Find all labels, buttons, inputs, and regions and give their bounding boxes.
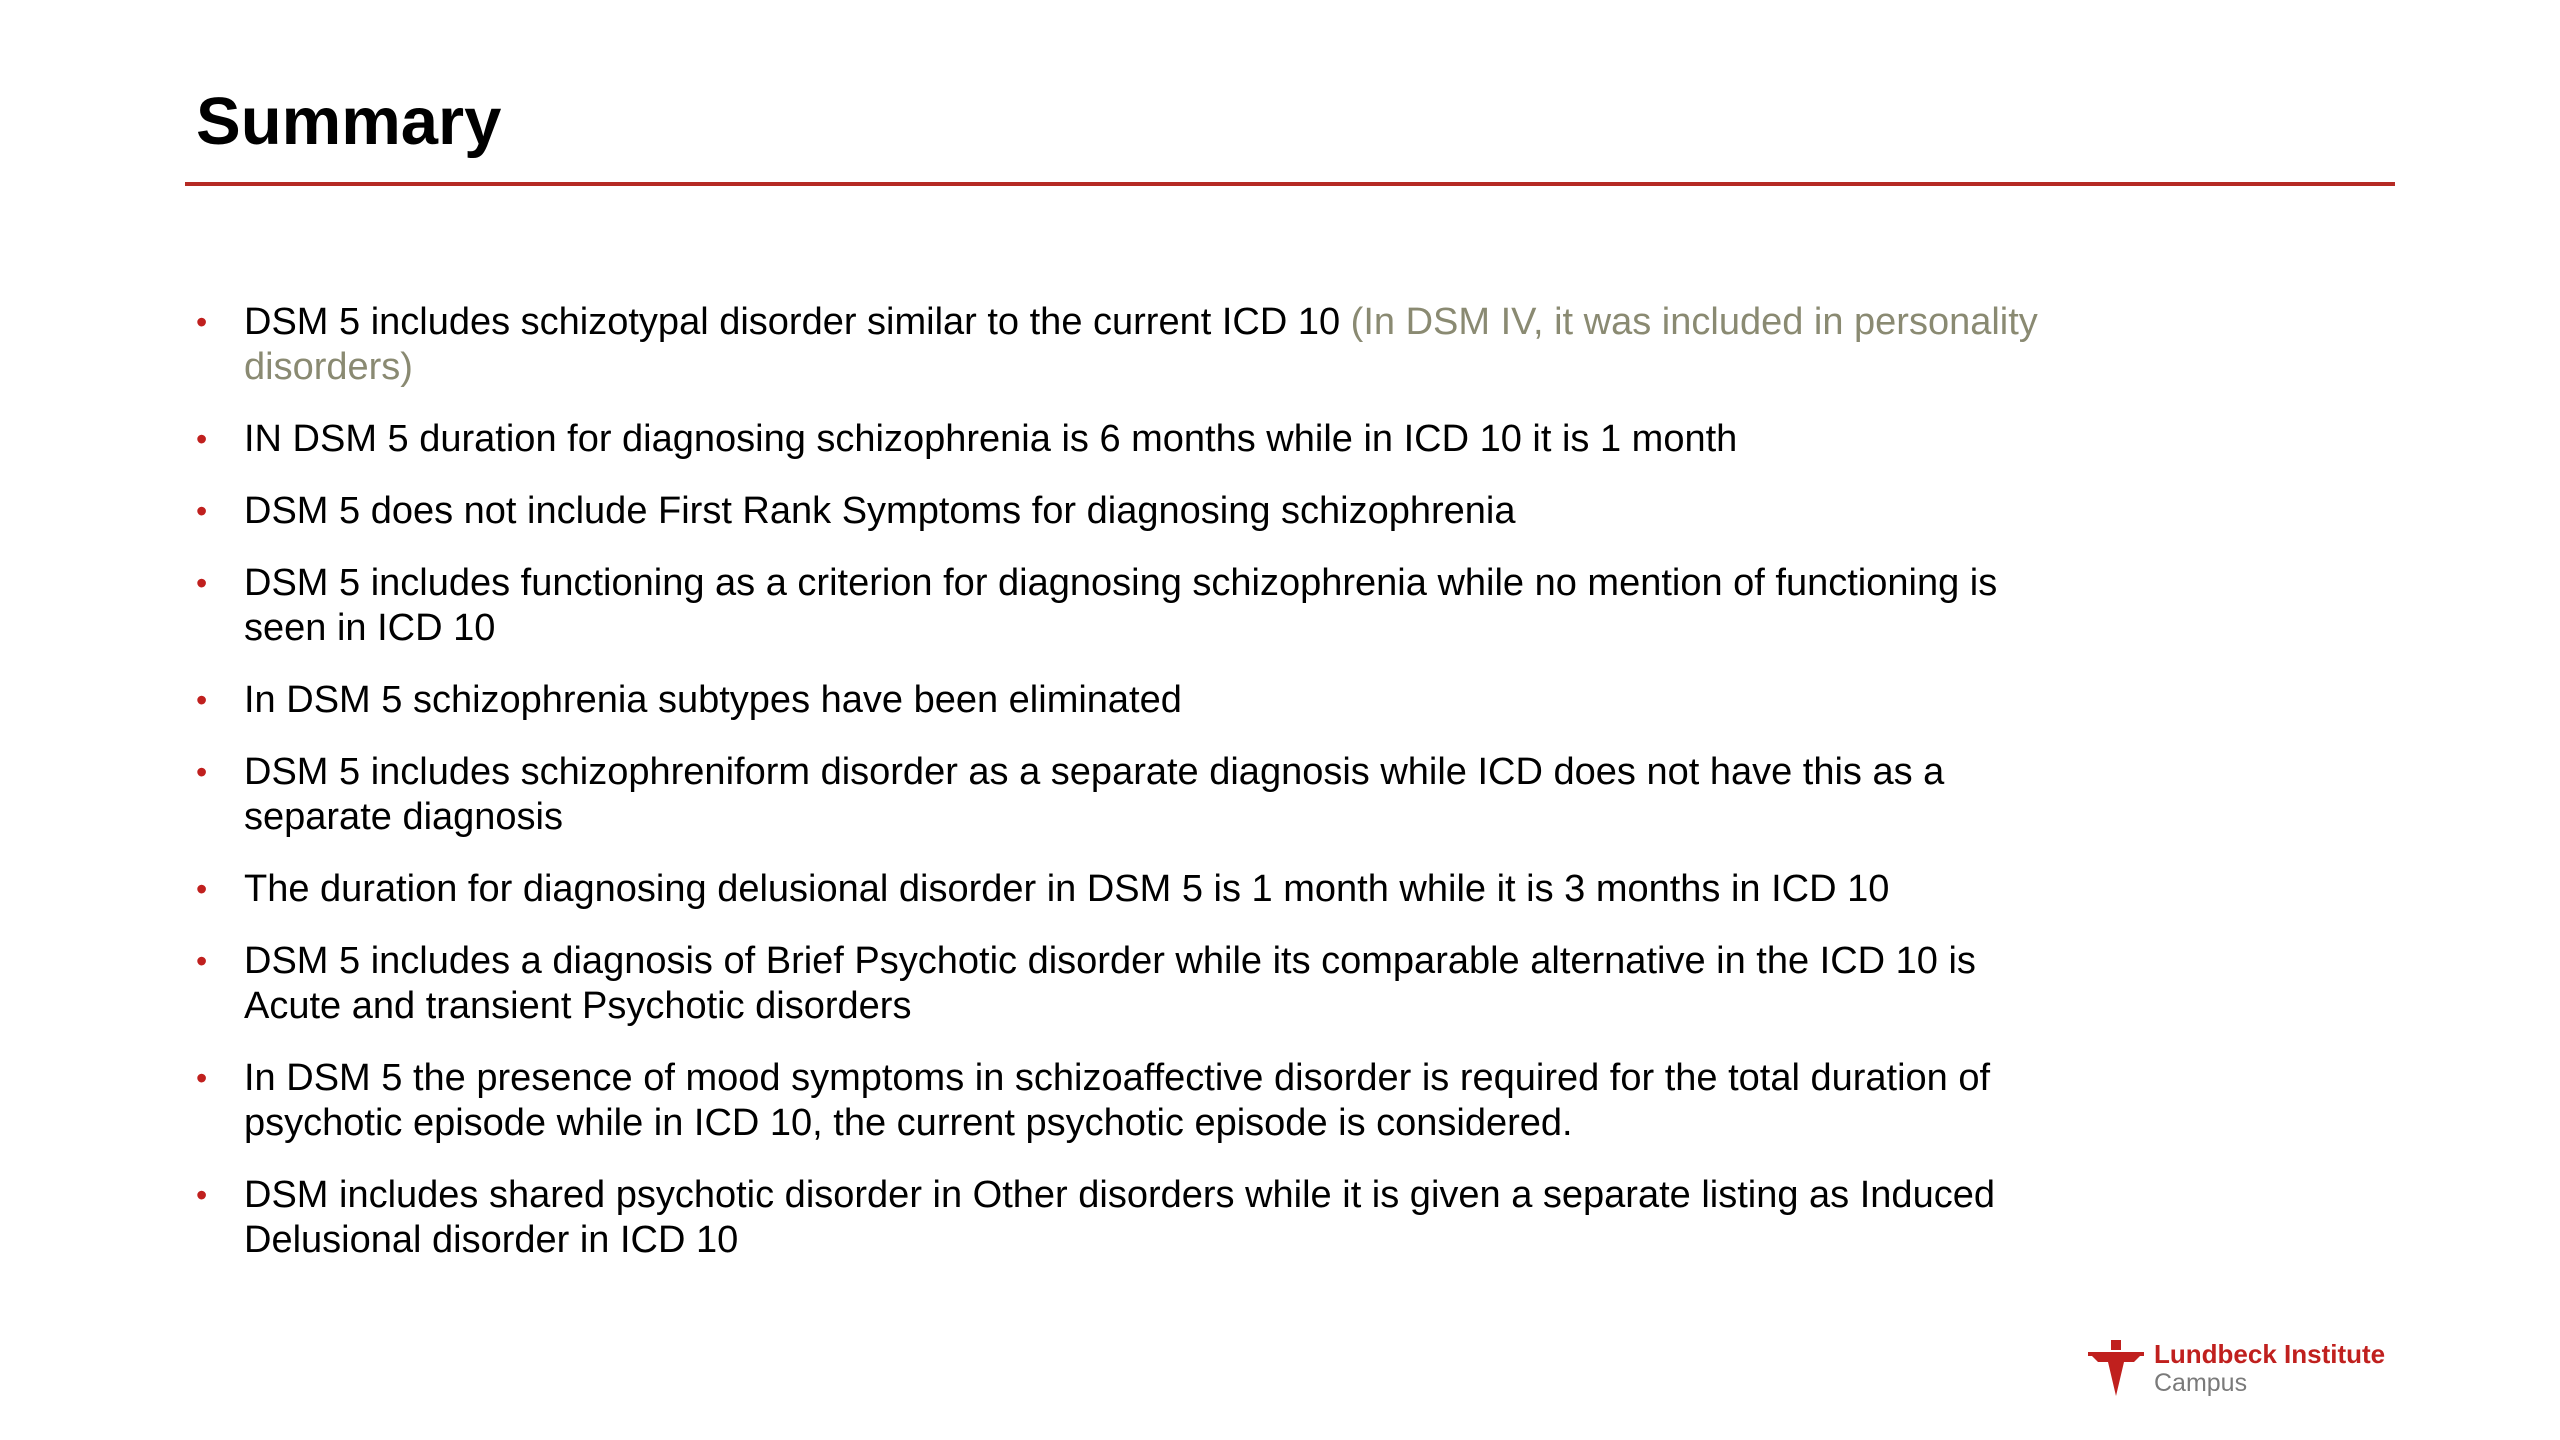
slide-title: Summary [196,84,502,159]
bullet-dot-icon: • [196,871,208,907]
bullet-dot-icon: • [196,1177,208,1213]
bullet-text: The duration for diagnosing delusional disorder in DSM 5 is 1 month while it is 3 months in ICD 10 [244,868,1890,910]
title-divider [185,182,2395,186]
bullet-text: DSM 5 includes schizotypal disorder similar to the current ICD 10 [244,301,1351,343]
bullet-text: In DSM 5 the presence of mood symptoms in schizoaffective disorder is required for the total duration of psychotic episode while in ICD 10, the current psychotic episode is considered. [244,1057,1991,1144]
lundbeck-logo [2088,1338,2398,1400]
logo-name: Lundbeck Institute [2154,1339,2386,1369]
bullet-item [196,678,2076,723]
bullet-item [196,1056,2076,1146]
bullet-dot-icon: • [196,754,208,790]
bullet-text: DSM 5 does not include First Rank Symptoms for diagnosing schizophrenia [244,490,1516,532]
bullet-dot-icon: • [196,1060,208,1096]
logo-subtitle: Campus [2154,1369,2248,1397]
bullet-text: DSM includes shared psychotic disorder in Other disorders while it is given a separate listing as Induced Delusional disorder in ICD 10 [244,1174,1995,1261]
bullet-list [196,300,2076,1290]
bullet-note: (In DSM IV, it was included in personality disorders) [244,301,2038,388]
bullet-item [196,417,2076,462]
bullet-dot-icon: • [196,493,208,529]
bullet-item [196,939,2076,1029]
bullet-item [196,300,2076,390]
bullet-item [196,489,2076,534]
bullet-text: IN DSM 5 duration for diagnosing schizophrenia is 6 months while in ICD 10 it is 1 month [244,418,1738,460]
bullet-item [196,750,2076,840]
bullet-text: DSM 5 includes functioning as a criterion for diagnosing schizophrenia while no mention of functioning is seen in ICD 10 [244,562,1998,649]
bullet-dot-icon: • [196,304,208,340]
lundbeck-logo-icon [2088,1340,2144,1398]
bullet-text: In DSM 5 schizophrenia subtypes have been eliminated [244,679,1182,721]
bullet-item [196,1173,2076,1263]
bullet-item [196,561,2076,651]
bullet-item [196,867,2076,912]
bullet-dot-icon: • [196,943,208,979]
bullet-dot-icon: • [196,682,208,718]
bullet-dot-icon: • [196,421,208,457]
bullet-text: DSM 5 includes a diagnosis of Brief Psychotic disorder while its comparable alternative in the ICD 10 is Acute and transient Psychotic disorders [244,940,1976,1027]
bullet-text: DSM 5 includes schizophreniform disorder as a separate diagnosis while ICD does not have this as a separate diagnosis [244,751,1945,838]
bullet-dot-icon: • [196,565,208,601]
